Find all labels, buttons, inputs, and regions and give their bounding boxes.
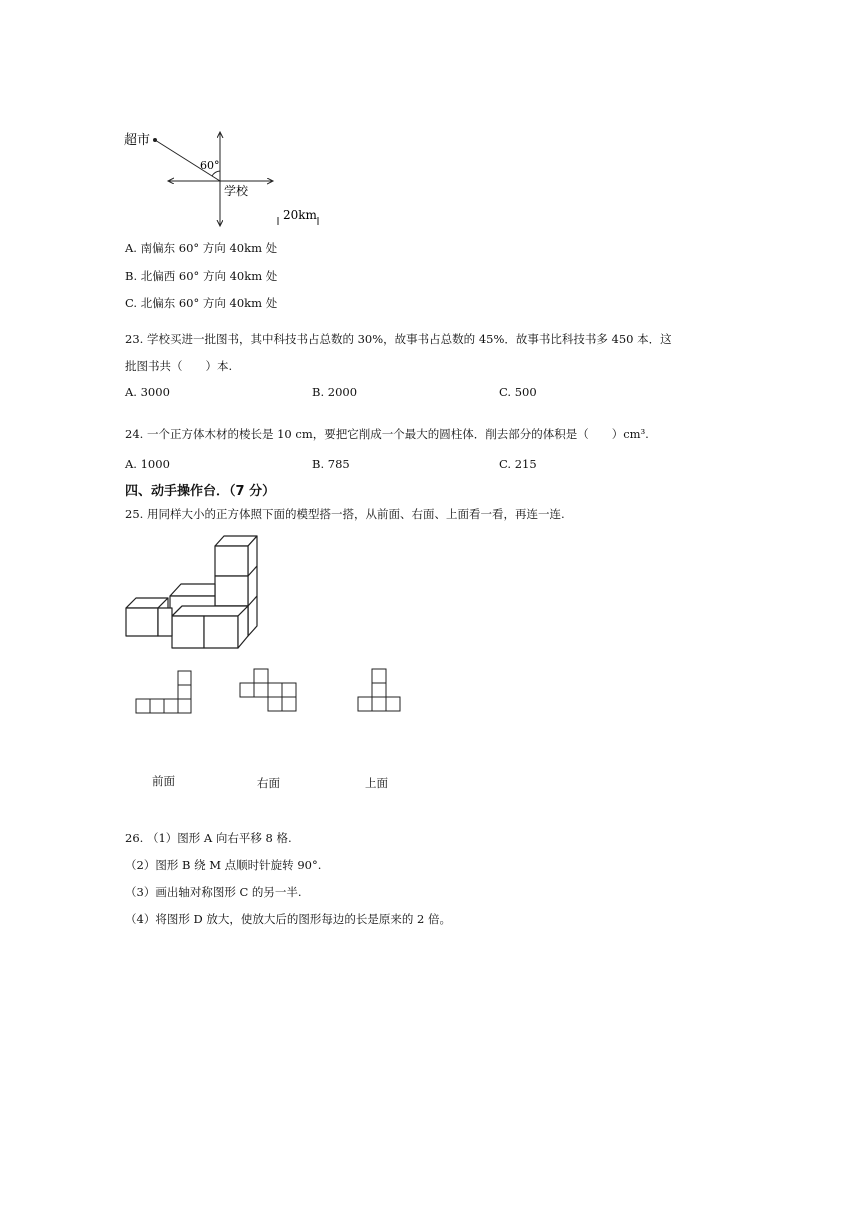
cube-front-top <box>172 606 248 616</box>
q23-option-b[interactable]: B. 2000 <box>312 385 358 399</box>
supermarket-point <box>153 138 157 142</box>
view-label-right: 右面 <box>257 776 280 790</box>
q24-question: 24. 一个正方体木材的棱长是 10 cm，要把它削成一个最大的圆柱体．削去部分的体积是（ ）cm³. <box>125 427 649 441</box>
cube-front-1 <box>172 616 204 648</box>
cube-back-top <box>170 584 215 596</box>
q25-question: 25. 用同样大小的正方体照下面的模型搭一搭，从前面、右面、上面看一看，再连一连. <box>125 507 565 521</box>
q22-option-b[interactable]: B. 北偏西 60° 方向 40km 处 <box>125 269 278 283</box>
cube-front-2 <box>204 616 238 648</box>
q24-option-a[interactable]: A. 1000 <box>125 457 170 471</box>
supermarket-label: 超市 <box>124 133 151 148</box>
cube-col-1 <box>215 546 248 576</box>
view-front-shape <box>134 669 194 715</box>
q23-question-cont: 批图书共（ ）本. <box>125 359 233 373</box>
cube-left <box>126 608 158 636</box>
view-top-shape <box>356 667 404 715</box>
angle-label: 60° <box>200 159 220 172</box>
q23-option-c[interactable]: C. 500 <box>499 385 537 399</box>
q23-question: 23. 学校买进一批图书，其中科技书占总数的 30%，故事书占总数的 45%．故事书比科技书多 450 本．这 <box>125 332 672 346</box>
q24-option-b[interactable]: B. 785 <box>312 457 350 471</box>
q22-option-a[interactable]: A. 南偏东 60° 方向 40km 处 <box>125 241 278 255</box>
view-label-top: 上面 <box>365 776 388 790</box>
cube-col-side <box>248 536 257 636</box>
q26-line-2: （2）图形 B 绕 M 点顺时针旋转 90°. <box>125 858 322 872</box>
section-heading: 四、动手操作台．（7 分） <box>125 484 276 499</box>
q22-option-c[interactable]: C. 北偏东 60° 方向 40km 处 <box>125 296 278 310</box>
q23-option-a[interactable]: A. 3000 <box>125 385 170 399</box>
cube-col-2 <box>215 576 248 606</box>
scale-label: 20km <box>283 208 317 222</box>
view-label-front: 前面 <box>152 774 175 788</box>
direction-diagram <box>118 124 328 234</box>
view-right-shape <box>238 667 300 715</box>
cube-model <box>122 530 267 652</box>
q26-line-1: 26. （1）图形 A 向右平移 8 格. <box>125 831 292 845</box>
school-label: 学校 <box>224 184 249 198</box>
q26-line-3: （3）画出轴对称图形 C 的另一半. <box>125 885 302 899</box>
q26-line-4: （4）将图形 D 放大，使放大后的图形每边的长是原来的 2 倍。 <box>125 912 451 926</box>
q24-option-c[interactable]: C. 215 <box>499 457 537 471</box>
